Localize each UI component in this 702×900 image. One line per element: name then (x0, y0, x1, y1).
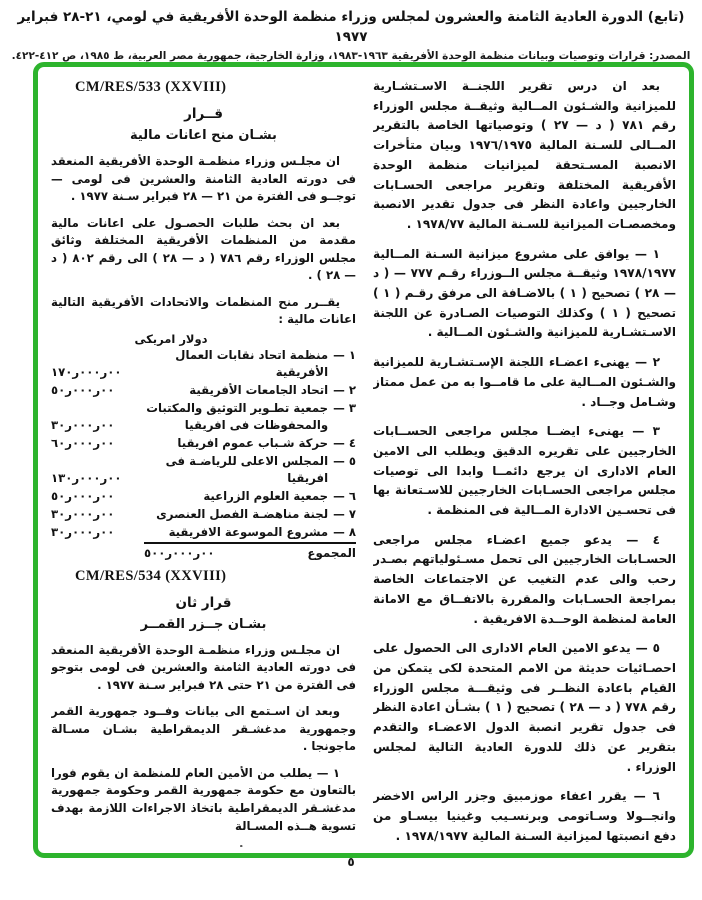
grants-total-row (144, 542, 356, 560)
grant-name: مشروع الموسوعة الافريقية (168, 524, 329, 539)
right-column (373, 77, 676, 847)
grant-number: ٤ — (333, 435, 356, 450)
two-column-layout (51, 77, 676, 847)
grant-number: ٦ — (333, 488, 356, 503)
grant-row (51, 524, 356, 541)
grant-name: اتحاد الجامعات الأفريقية (189, 382, 329, 397)
grant-number: ١ — (333, 347, 356, 362)
budget-clause-4: ٤ — يدعو جميع اعضـاء مجلس مراجعى الحسـابات الخارجيين الى تحمل مسـئولياتهم بصـدر رحب والى عدم التغيب عن الاجتماعات الخاصة بمراجعة الحسـابات والمقررة بالاتفــاق مع الامانة العامة لمنظمة الوحــدة الافريقية . (373, 532, 676, 626)
res533-paragraph-2: بعد ان بحث طلبات الحصـول على اعانات مالية مقدمة من المنظمات الأفريقية المختلفة وثائق مجلس الوزراء رقم ٧٨٦ ( د — ٢٨ ) الى رقم ٨٠٢ ( د — ٢٨ ) . (51, 215, 356, 283)
resolution-533-subtitle: بشـان منح اعانات مالية (130, 128, 277, 143)
res533-paragraph-3: يقــرر منح المنظمات والاتحادات الأفريقية التالية اعانات مالية : (51, 294, 356, 327)
resolution-534-subtitle: بشـان جــزر القمــر (140, 616, 267, 632)
grant-number: ٥ — (333, 453, 356, 468)
grant-name: منظمة اتحاد نقابات العمال الأفريقية (175, 347, 329, 379)
total-amount: ٥٠٠ر٠٠٠ر٠٠ (144, 545, 215, 560)
grant-row (51, 453, 356, 487)
grant-name: المجلس الاعلى للرياضـة فى افريقيا (165, 453, 329, 485)
grant-amount: ١٣٠ر٠٠٠ر٠٠ (51, 470, 122, 485)
grant-amount: ٣٠ر٠٠٠ر٠٠ (51, 417, 115, 432)
resolution-534-code: CM/RES/534 (XXVIII) (75, 567, 227, 584)
res534-clause-1: ١ — يطلب من الأمين العام للمنظمة ان يقوم فورا بالتعاون مع حكومة جمهورية القمر وحكومة جمهورية مدغشـقر الديمقراطية باتخاذ الاجراءات اللازمة بهدف تسوية هــذه المسـالة (51, 765, 356, 833)
grant-amount: ٥٠ر٠٠٠ر٠٠ (51, 382, 115, 397)
grant-amount: ٥٠ر٠٠٠ر٠٠ (51, 488, 115, 503)
grant-name: جمعية العلوم الزراعية (203, 488, 329, 503)
grant-row (51, 382, 356, 399)
currency-column-header: دولار امريكى (134, 331, 208, 346)
res533-paragraph-1: ان مجلـس وزراء منظمـة الوحدة الأفريقية المنعقد فى دورته العادية الثامنة والعشرين فى لومى — توجــو فى الفترة من ٢١ — ٢٨ فبراير سـنة ١٩٧٧ . (51, 154, 356, 204)
res534-paragraph-2: وبعد ان اسـتمع الى بيانات وفــود جمهورية القمر وجمهورية مدغشـقر الديمقراطية بشـان مسـالة ماجونجا . (51, 704, 356, 754)
grant-name: جمعية تطـوير التوثيق والمكتبات والمحفوظات فى افريقيا (146, 400, 329, 432)
grant-number: ٨ — (333, 524, 356, 539)
budget-clause-3: ٣ — يهنىء ايضــا مجلس مراجعى الحســابات الخارجيين على تقريره الدقيق ويطلب الى الامين العام الادارى ان يرجع دائمــا وابدا الى توصيات مجلس مراجعى الحسـابات الخارجيين للاسـتعانة بها فى تحسـين الادارة المــالية فى المنظمة . (373, 424, 676, 518)
grant-number: ٧ — (333, 506, 356, 521)
page-number: ٥ (347, 855, 355, 869)
grant-amount: ٣٠ر٠٠٠ر٠٠ (51, 506, 115, 521)
total-label: المجموع (307, 545, 356, 560)
grant-name: لجنة مناهضـة الفصل العنصرى (156, 506, 329, 521)
grant-amount: ٣٠ر٠٠٠ر٠٠ (51, 524, 115, 539)
res534-paragraph-1: ان مجلـس وزراء منظمـة الوحدة الأفريقية المنعقد فى دورته العادية الثامنة والعشرين فى لومى بتوجو فى الفترة من ٢١ حتى ٢٨ فبراير سـنة ١٩٧٧ . (51, 642, 356, 692)
header-session-line: (تابع) الدورة العادية الثامنة والعشرون لمجلس وزراء منظمة الوحدة الأفريقية في لومي، ٢١-٢٨ فبراير ١٩٧٧ (17, 9, 685, 46)
resolution-534-title: قرار ثان (175, 594, 232, 611)
grant-row (51, 506, 356, 523)
res534-clause-2 (51, 844, 356, 847)
header-source-line: المصدر: قرارات وتوصيات وبيانات منظمة الوحدة الأفريقية ١٩٦٣-١٩٨٣، وزارة الخارجية، جمهورية مصر العربية، ط ١٩٨٥، ص ٤١٢-٤٢٢. (11, 49, 691, 62)
budget-clause-2: ٢ — يهنىء اعضـاء اللجنة الإسـتشـارية للميزانية والشـئون المــالية على ما قامــوا به من عمل ممتاز وشـامل وجــاد . (373, 355, 676, 409)
grants-table (51, 347, 356, 560)
grant-row (51, 347, 356, 381)
budget-clause-5: ٥ — يدعو الامين العام الادارى الى الحصول على احصـائيات حديثة من الامم المتحدة لكى يتمكن من القيام باعادة النظــر فى وثيقـــة مجلس الوزراء رقم ٧٧٨ ( د — ٢٨ ) تصحيح ( ١ ) بشـأن اعادة النظر فى جدول تقرير انصبة الدول الاعضـاء والتقدم بتقرير عن ذلك للدورة العادية التالية لمجلس الوزراء . (373, 641, 676, 774)
grant-row (51, 435, 356, 452)
resolution-533-code: CM/RES/533 (XXVIII) (75, 79, 227, 95)
budget-preamble-paragraph: بعد ان درس تقرير اللجنــة الاسـتشـارية للميزانية والشـئون المــالية وثيقــة مجلس الوزراء رقم ٧٨١ ( د — ٢٧ ) وتوصياتها الخاصة بالتقرير المــالى للسـنة المالية ١٩٧٦/١٩٧٥ وبيان متأخرات الانصبة المسـتحقة لميزانيات منظمة الوحدة الأفريقية المختلفة وتقرير مراجعى الحسـابات الخارجيين واعادة النظر فى جدول تقدير الانصبة ومخصصـات الميزانية للسـنة المالية ١٩٧٨/٧٧ . (373, 79, 676, 231)
grant-amount: ٦٠ر٠٠٠ر٠٠ (51, 435, 115, 450)
resolution-533-title: قــرار (184, 106, 223, 122)
budget-clause-6: ٦ — يقرر اعفاء موزمبيق وجزر الراس الاخضر وانجــولا وسـاتومى وبرنسـيب وغينيا بيسـاو من دفع انصبتها لميزانية السـنة المالية ١٩٧٨/١٩٧٧ . (373, 789, 676, 843)
grant-row (51, 400, 356, 434)
left-column (51, 77, 356, 847)
grant-row (51, 488, 356, 505)
grant-amount: ١٧٠ر٠٠٠ر٠٠ (51, 364, 122, 379)
grant-number: ٢ — (333, 382, 356, 397)
page-header (0, 0, 702, 64)
grant-number: ٣ — (333, 400, 356, 415)
green-border-frame (33, 62, 694, 858)
grant-name: حركة شـباب عموم افريقيا (177, 435, 329, 450)
budget-clause-1: ١ — يوافق على مشروع ميزانية السـنة المــالية ١٩٧٨/١٩٧٧ وثيقــة مجلس الــوزراء رقـم ٧٧٧ — ( د — ٢٨ ) تصحيح ( ١ ) بالاضـافة الى مرفق رقـم ( ١ ) تصحيح ( ١ ) وكذلك التوصيات الصـادرة عن اللجنة الاسـتشـارية للميزانية والشـئون المــالية . (373, 246, 676, 340)
